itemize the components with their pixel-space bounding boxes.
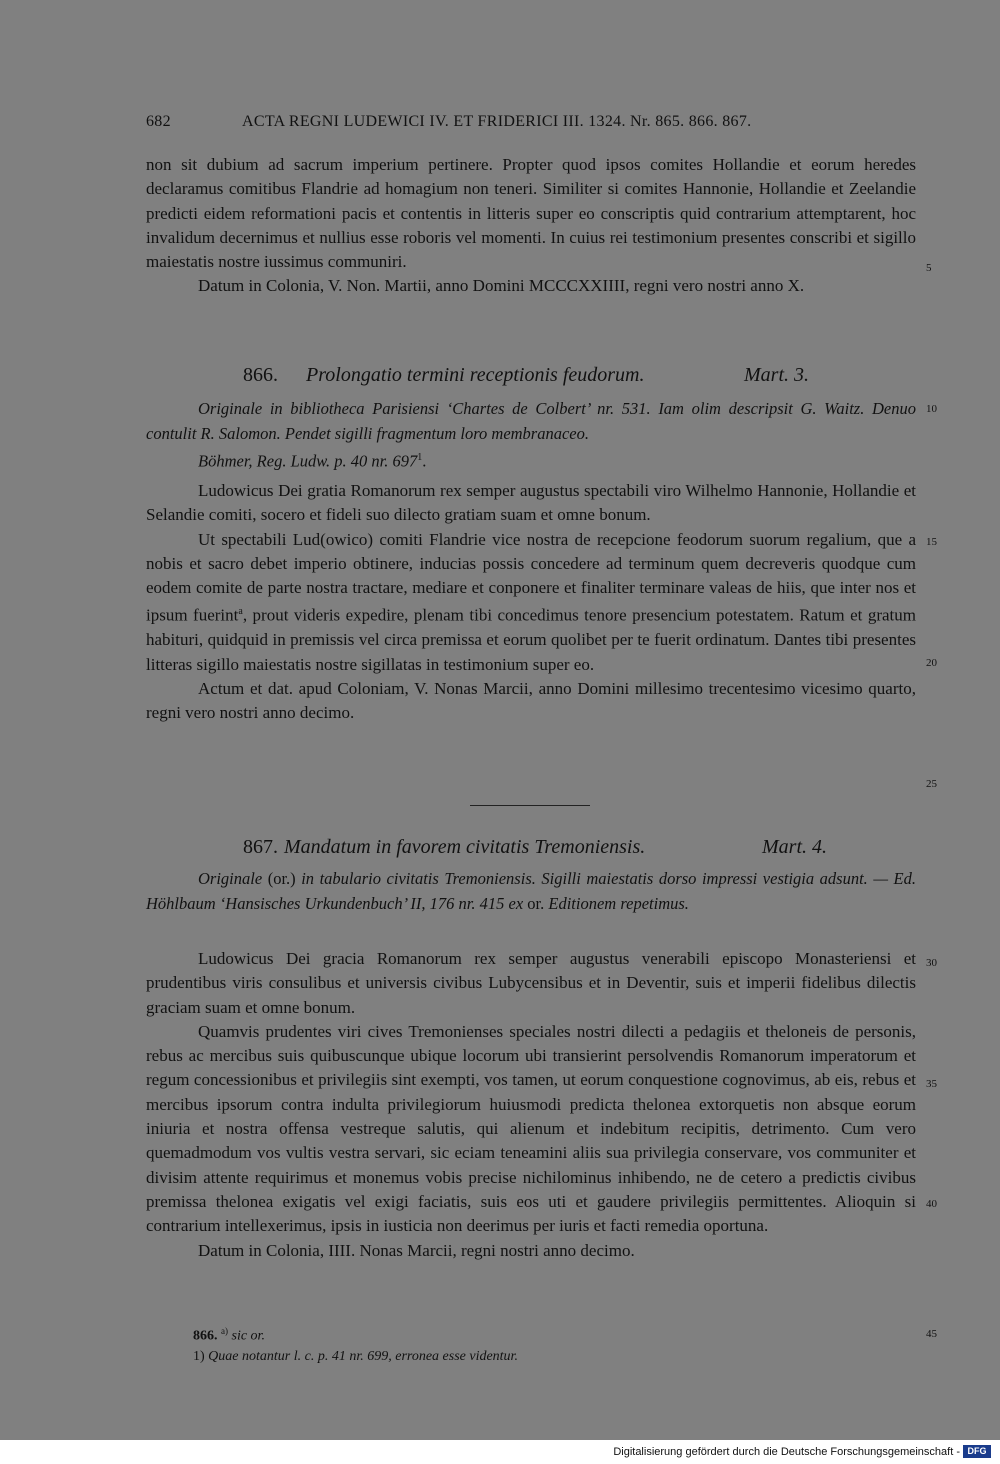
footer-text: Digitalisierung gefördert durch die Deutsche Forschungsgemeinschaft - [613,1446,960,1458]
doc866-intitulatio: Ludowicus Dei gratia Romanorum rex semper augustus spectabili viro Wilhelmo Hannonie, Hollandie et Selandie comiti, socero et fideli suo dilecto gratiam suam et omne bonum. [146,481,916,525]
margin-line-number: 5 [926,262,932,274]
footnote-1: 1) Quae notantur l. c. p. 41 nr. 699, erronea esse videntur. [193,1349,518,1364]
doc866-body: Ut spectabili Lud(owico) comiti Flandrie vice nostra de recepcione feodorum suorum regalium, que a nobis et sacro debet imperio obtinere, inducias possis concedere ad terminum quem decreveris quodque cum eodem comite de parte nostra tractare, mediare et conponere et finaliter terminare valeas de hiis, que inter nos et ipsum fuerint$^a$, prout videris expedire, plenam tibi concedimus tenore presencium potestatem. Ratum et gratum habituri, quidquid in premissis vel circa premissa et eorum quolibet per te fuerit ordinatum. Dantes tibi presentes litteras sigillo maiestatis nostre sigillatas in testimonium super eo. [146,529,916,674]
dfg-logo: DFG [963,1445,991,1458]
margin-line-number: 45 [926,1328,937,1340]
margin-line-number: 40 [926,1198,937,1210]
footnote-ref-a: a [238,606,243,618]
margin-line-number: 15 [926,536,937,548]
margin-line-number: 30 [926,957,937,969]
doc867-intitulatio: Ludowicus Dei gracia Romanorum rex semper augustus venerabili episcopo Monasteriensi et prudentibus viris consulibus et universis civibus Lubycensibus et in Deventir, suis et imperii fidelibus dilectis graciam suam et omne bonum. [146,949,916,1017]
doc867-body: Quamvis prudentes viri cives Tremonienses speciales nostri dilecti a pedagiis et theloneis de personis, rebus ac mercibus suis quibuscunque ubique locorum ubi transierint persolvendis Romanorum imperatorum et regum concessionibus et privilegiis sint exempti, vos tamen, ut eorum conquestione cognovimus, ab eis, rebus et mercibus ipsorum contra indulta privilegiorum huiusmodi predicta thelonea extorquetis non absque eorum iniuria et nostra offensa vestreque salutis, qui alienum et indebitum recipitis, detrimento. Cum vero quemadmodum vos vultis vestra servari, sic eciam teneamini aliis sua privilegia conservare, vos communiter et divisim attente requirimus et monemus vobis precise nichilominus inhibendo, ne de cetero a predictis civibus premissa thelonea exigatis vel exigi faciatis, suis eos uti et gaudere privilegiis permittentes. Alioquin si contrarium intellexerimus, ipsis in iusticia non deerimus per iuris et facti remedia oportuna. [146,1021,916,1236]
doc865-paragraph: non sit dubium ad sacrum imperium pertinere. Propter quod ipsos comites Hollandie et eorum heredes declaramus comitibus Flandrie ad homagium non teneri. Similiter si comites Hannonie, Hollandie et Zeelandie predicti eidem reformationi pacis et contentis in litteris super eo conscriptis quid contrarium attemptarent, hoc invalidum decernimus et nullius esse roboris vel momenti. In cuius rei testimonium presentes conscribi et sigillo maiestatis nostre iussimus communiri. [146,155,916,272]
doc867-source-text: Originale (or.) in tabulario civitatis Tremoniensis. Sigilli maiestatis dorso impressi vestigia adsunt. — Ed. Höhlbaum ‘Hansisches Urkundenbuch’ II, 176 nr. 415 ex or. Editionem repetimus. [146,869,917,913]
doc867-title: Mandatum in favorem civitatis Tremoniensis. [284,836,646,858]
doc867-dating: Datum in Colonia, IIII. Nonas Marcii, regni nostri anno decimo. [198,1240,635,1260]
page-number: 682 [146,113,171,130]
doc866-source [146,397,916,474]
funding-footer [0,1440,1000,1464]
doc865-dating: Datum in Colonia, V. Non. Martii, anno Domini MCCCXXIIII, regni vero nostri anno X. [198,276,805,296]
doc865-text [146,153,916,299]
footnote-ref-1: 1 [417,452,423,463]
doc867-text [146,947,916,1263]
doc866-title: Prolongatio termini receptionis feudorum. [306,364,645,386]
doc867-source [146,867,916,916]
doc867-number: 867. [243,836,278,858]
doc866-source-text: Originale in bibliotheca Parisiensi ‘Chartes de Colbert’ nr. 531. Iam olim descripsit G. Waitz. Denuo contulit R. Salomon. Pendet sigilli fragmentum loro membranaceo. [146,399,916,443]
doc866-number: 866. [243,364,278,386]
running-title: ACTA REGNI LUDEWICI IV. ET FRIDERICI III. 1324. Nr. 865. 866. 867. [242,113,752,130]
margin-line-number: 25 [926,778,937,790]
doc867-date: Mart. 4. [762,836,827,858]
doc866-date: Mart. 3. [744,364,809,386]
footnote-a: 866. $^{a)}$ sic or. [193,1326,265,1344]
doc866-text [146,479,916,726]
doc866-regest: Böhmer, Reg. Ludw. p. 40 nr. $697^1$. [198,451,427,471]
doc866-dating: Actum et dat. apud Coloniam, V. Nonas Marcii, anno Domini millesimo trecentesimo vicesimo quarto, regni vero nostri anno decimo. [146,679,916,723]
margin-line-number: 20 [926,657,937,669]
margin-line-number: 35 [926,1078,937,1090]
margin-line-number: 10 [926,403,937,415]
section-divider [470,805,590,806]
